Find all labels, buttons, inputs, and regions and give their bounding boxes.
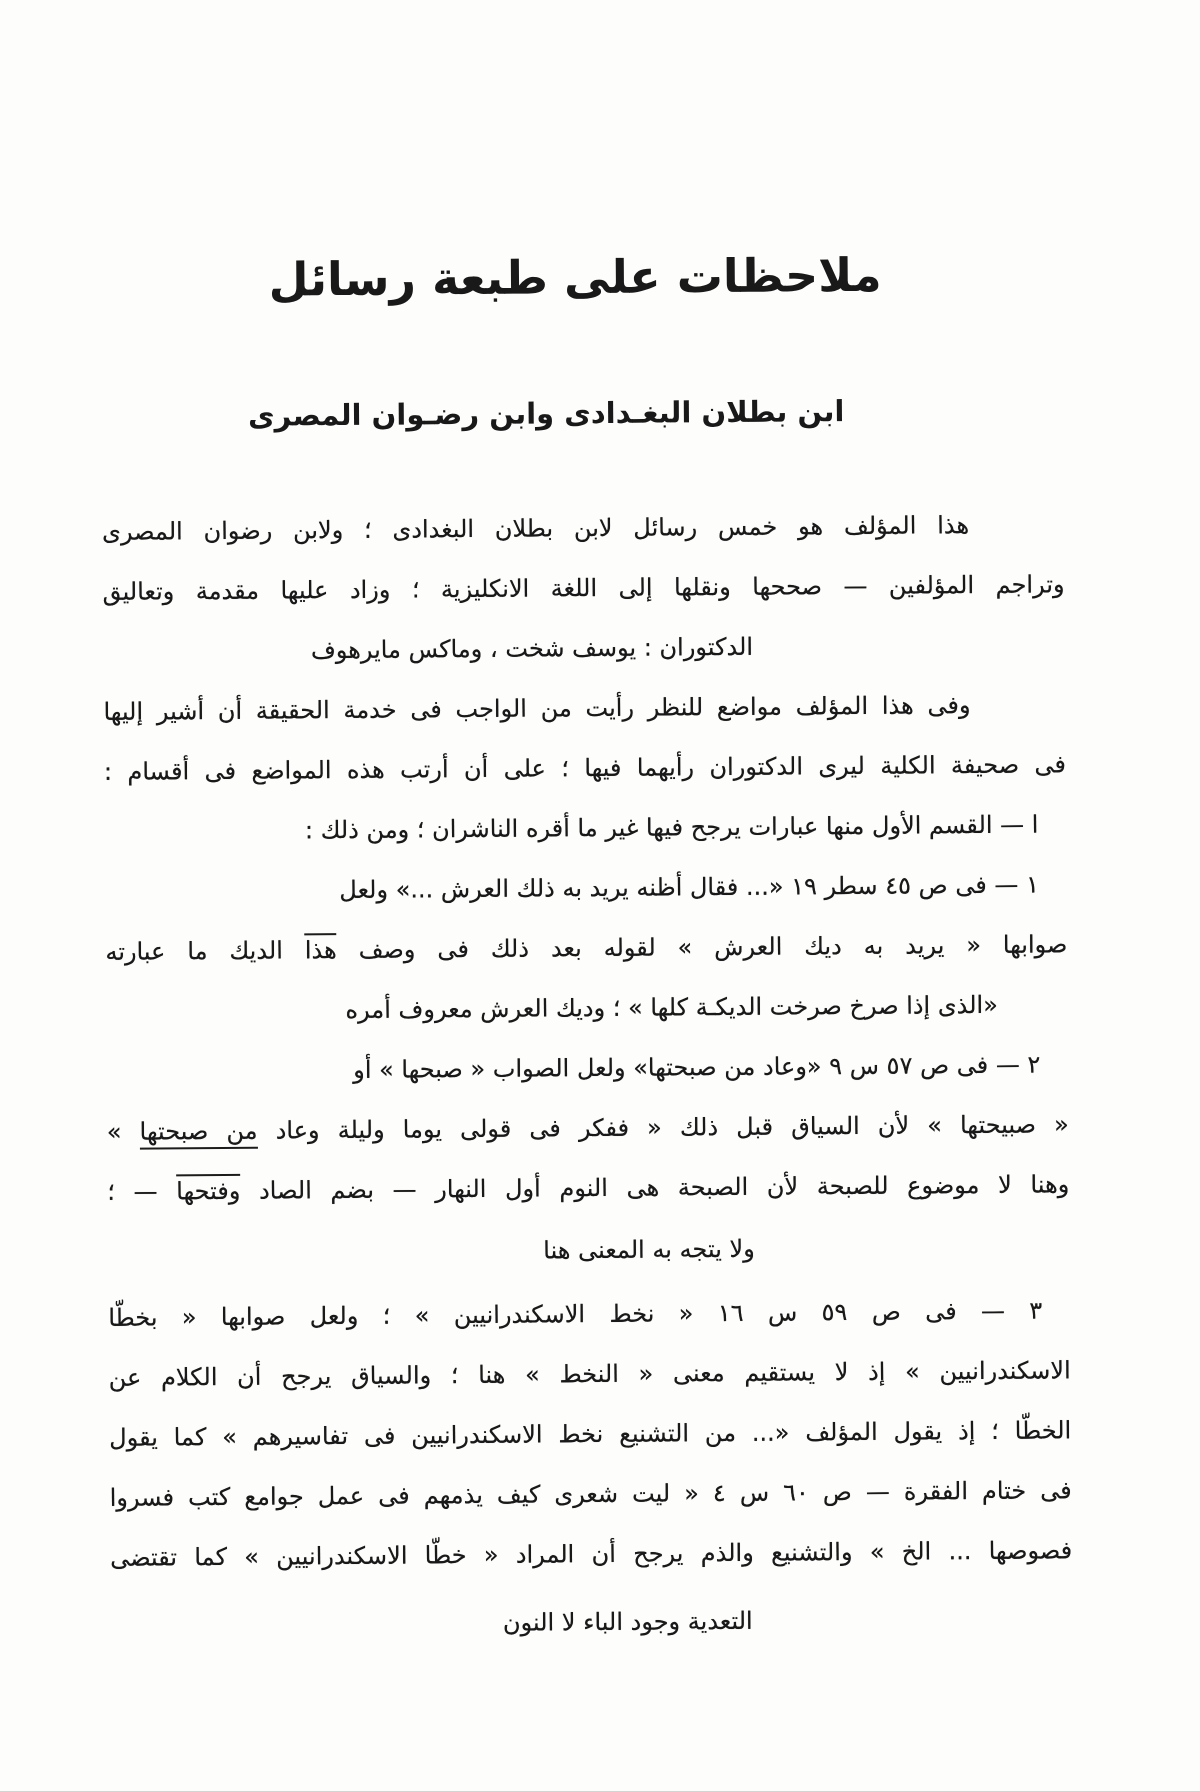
text-line — [107, 1154, 1069, 1222]
text-line: وتراجم المؤلفين — صححها ونقلها إلى اللغة الانكليزية ؛ وزاد عليها مقدمة وتعاليق — [102, 570, 1065, 606]
text-line: الاسكندرانيين » إذ لا يستقيم معنى « النخط » هنا ؛ والسياق يرجح أن الكلام عن — [108, 1356, 1071, 1392]
page-title: ملاحظات على طبعة رسائل — [268, 247, 882, 307]
text-line: ٢ — فى ص ٥٧ س ٩ «وعاد من صبحتها» ولعل الصواب « صبحها » أو — [353, 1050, 1041, 1084]
text-line: فى صحيفة الكلية ليرى الدكتوران رأيهما فيها ؛ على أن أرتب هذه المواضع فى أقسام : — [103, 750, 1067, 786]
overlined-word: هذا — [305, 933, 337, 964]
text-segment: وهنا لا موضوع للصبحة لأن الصبحة هى النوم أول النهار — بضم الصاد — [258, 1170, 1070, 1205]
text-segment: — ؛ — [107, 1177, 158, 1206]
body-text — [102, 494, 1073, 1656]
overlined-word: وفتحها — [176, 1174, 240, 1206]
text-segment: » — [106, 1117, 122, 1146]
text-line: فصوصها ... الخ » والتشنيع والذم يرجح أن المراد « خطّا الاسكندرانيين » كما تقتضى — [110, 1536, 1073, 1572]
text-line: فى ختام الفقرة — ص ٦٠ س ٤ « ليت شعرى كيف يذمهم فى عمل جوامع كتب فسروا — [109, 1476, 1072, 1512]
text-line: التعدية وجود الباء لا النون — [502, 1606, 753, 1637]
text-segment: « صبيحتها » لأن السياق قبل ذلك « ففكر فى قولى يوما وليلة وعاد — [275, 1110, 1069, 1145]
text-segment: صوابها « يريد به ديك العرش » لقوله بعد ذلك فى وصف — [358, 930, 1068, 964]
text-line: ولا يتجه به المعنى هنا — [543, 1234, 755, 1265]
underlined-words: من صبحتها — [139, 1117, 257, 1150]
text-line: «الذى إذا صرخ صرخت الديكـة كلها » ؛ وديك العرش معروف أمره — [345, 990, 998, 1025]
text-line — [107, 1094, 1069, 1162]
text-line: الدكتوران : يوسف شخت ، وماكس مايرهوف — [310, 632, 754, 665]
text-line: ١ — فى ص ٤٥ سطر ١٩ «... فقال أظنه يريد به ذلك العرش ...» ولعل — [339, 870, 1040, 905]
text-line: الخطّا ؛ إذ يقول المؤلف «... من التشنيع نخط الاسكندرانيين فى تفاسيرهم » كما يقول — [109, 1416, 1072, 1452]
text-line: ٣ — فى ص ٥٩ س ١٦ « نخط الاسكندرانيين » ؛ ولعل صوابها « بخطّا — [108, 1296, 1043, 1332]
text-segment: الديك ما عبارته — [105, 936, 283, 966]
text-line: ا — القسم الأول منها عبارات يرجح فيها غير ما أقره الناشران ؛ ومن ذلك : — [304, 810, 1039, 845]
text-line: هذا المؤلف هو خمس رسائل لابن بطلان البغدادى ؛ ولابن رضوان المصرى — [101, 511, 970, 546]
text-line: وفى هذا المؤلف مواضع للنظر رأيت من الواجب فى خدمة الحقيقة أن أشير إليها — [103, 691, 971, 726]
page-subtitle: ابن بطلان البغـدادى وابن رضـوان المصرى — [247, 394, 845, 433]
text-line — [105, 914, 1067, 982]
